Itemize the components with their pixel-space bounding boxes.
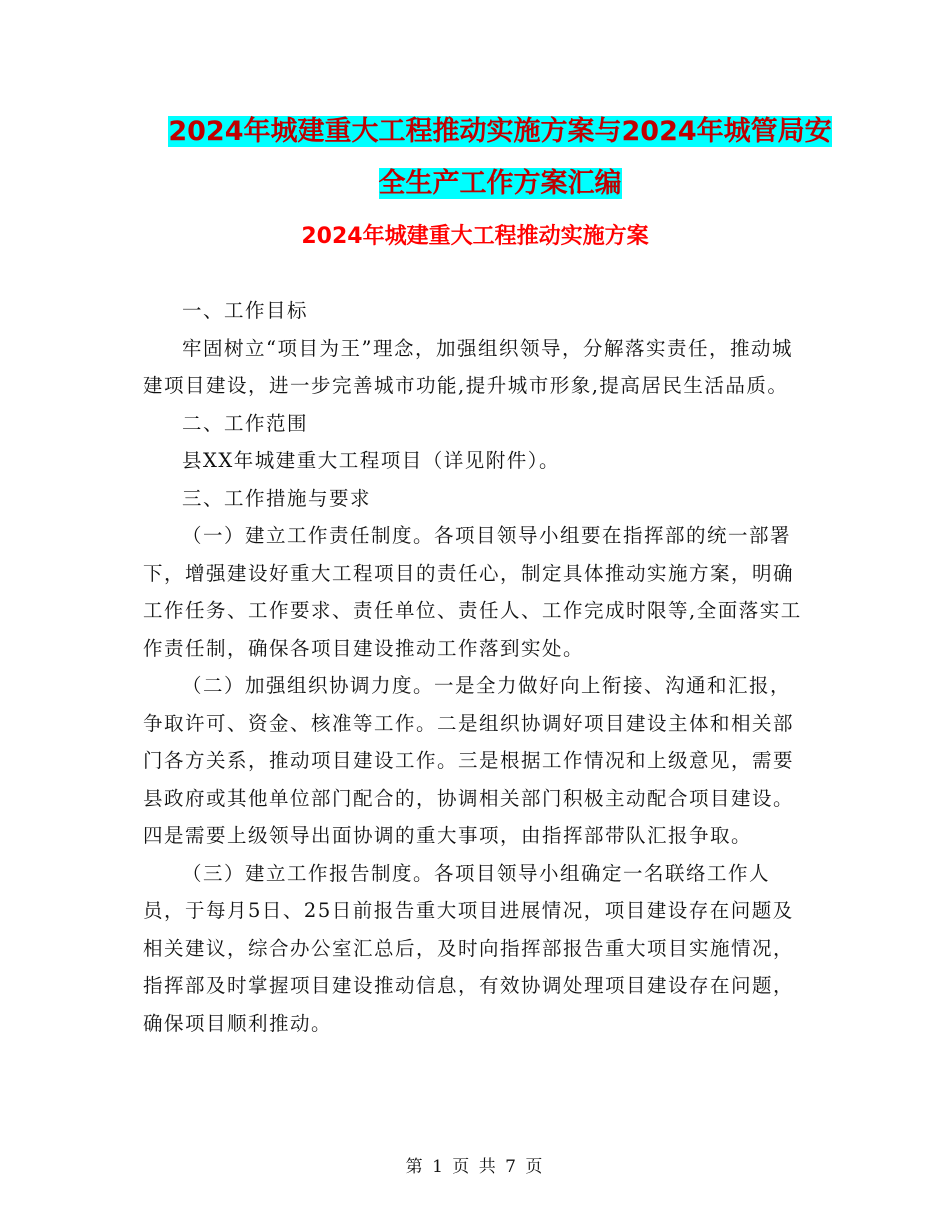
paragraph-measure-2: （二）加强组织协调力度。一是全力做好向上衔接、沟通和汇报，争取许可、资金、核准等工作。二是组织协调好项目建设主体和相关部门各方关系，推动项目建设工作。三是根据工作情况和上级意见，需要县政府或其他单位部门配合的，协调相关部门积极主动配合项目建设。四是需要上级领导出面协调的重大事项，由指挥部带队汇报争取。 (143, 674, 795, 847)
main-title (140, 106, 860, 210)
heading-work-goal: 一、工作目标 (182, 299, 309, 322)
paragraph-measure-1: （一）建立工作责任制度。各项目领导小组要在指挥部的统一部署下，增强建设好重大工程项目的责任心，制定具体推动实施方案，明确工作任务、工作要求、责任单位、责任人、工作完成时限等,全面落实工作责任制，确保各项目建设推动工作落到实处。 (143, 524, 802, 660)
main-title-line-2: 全生产工作方案汇编 (378, 168, 622, 199)
page-footer: 第 1 页 共 7 页 (405, 1157, 545, 1177)
main-title-line-1: 2024年城建重大工程推动实施方案与2024年城管局安 (168, 116, 832, 147)
document-body (143, 292, 808, 1042)
paragraph-work-goal: 牢固树立“项目为王”理念，加强组织领导，分解落实责任，推动城建项目建设，进一步完善城市功能,提升城市形象,提高居民生活品质。 (143, 336, 793, 397)
heading-measures: 三、工作措施与要求 (182, 486, 372, 510)
paragraph-measure-3: （三）建立工作报告制度。各项目领导小组确定一名联络工作人员，于每月5日、25日前报告重大项目进展情况，项目建设存在问题及相关建议，综合办公室汇总后，及时向指挥部报告重大项目实施情况，指挥部及时掌握项目建设推动信息，有效协调处理项目建设存在问题，确保项目顺利推动。 (143, 861, 795, 1035)
paragraph-work-scope: 县XX年城建重大工程项目（详见附件）。 (182, 449, 561, 472)
section-title: 2024年城建重大工程推动实施方案 (301, 224, 649, 249)
heading-work-scope: 二、工作范围 (182, 411, 309, 435)
